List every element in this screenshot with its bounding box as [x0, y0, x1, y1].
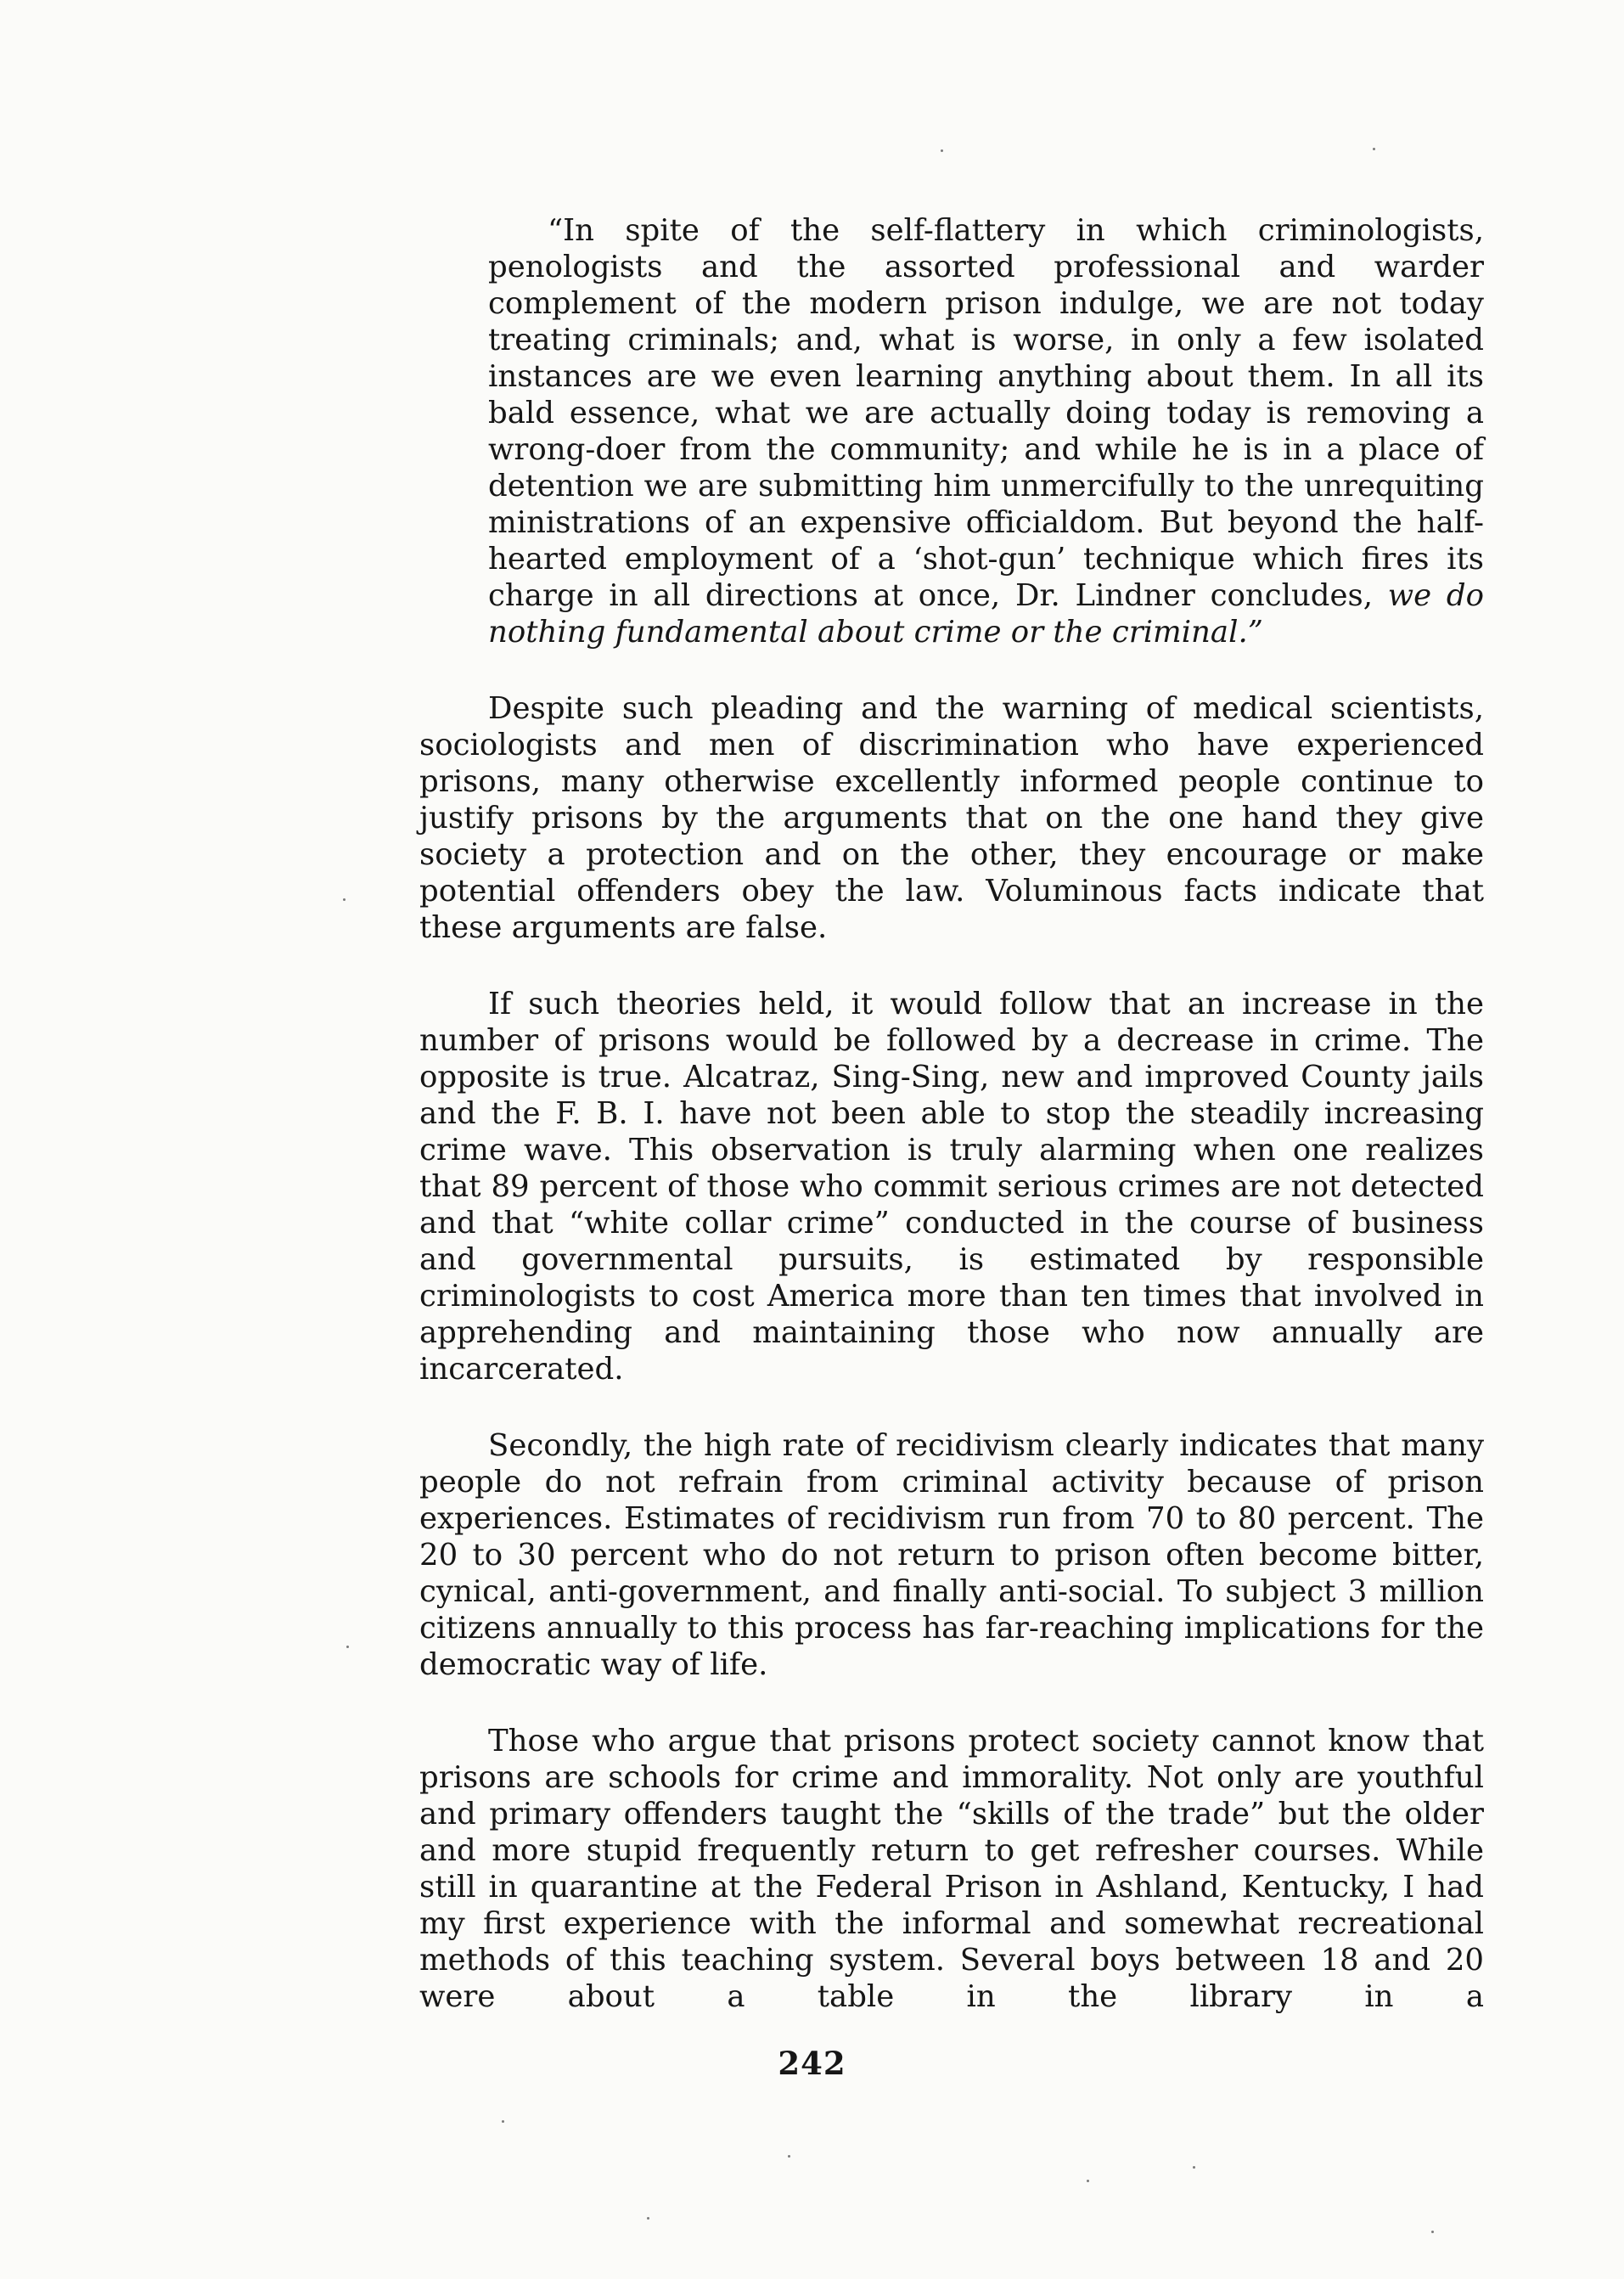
scan-speck — [1373, 148, 1375, 150]
scan-speck — [502, 2120, 504, 2123]
scan-speck — [1193, 2166, 1195, 2169]
scan-speck — [1431, 2231, 1434, 2233]
paragraph-1: Despite such pleading and the warning of medical scientists, sociologists and men of discrimination who have experienced prisons, many otherwise excellently informed people continue to justify prisons by the arguments that on the one hand they give society a protection and on the other, they encourage or make potential offenders obey the law. Voluminous facts indicate that these arguments are false. — [419, 691, 1484, 945]
quote-text: “In spite of the self-flattery in which criminologists, penologists and the assorted professional and warder complement of the modern prison indulge, we are not today treating criminals; and, what is worse, in only a few isolated instances are we even learning anything about them. In all its bald essence, what we are actually doing today is removing a wrong-doer from the community; and while he is in a place of detention we are submitting him unmercifully to the unrequiting ministrations of an expensive officialdom. But beyond the half-hearted employment of a ‘shot-gun’ technique which fires its charge in all directions at once, Dr. Lindner concludes, — [488, 213, 1484, 613]
scan-speck — [343, 898, 346, 901]
paragraph-4: Those who argue that prisons protect society cannot know that prisons are schools for crime and immorality. Not only are youthful and primary offenders taught the “skills of the trade” but the older and more stupid frequently return to get refresher courses. While still in quarantine at the Federal Prison in Ashland, Kentucky, I had my first experience with the informal and somewhat recreational methods of this teaching system. Several boys between 18 and 20 were about a table in the library in a — [419, 1724, 1484, 2014]
scan-speck — [941, 149, 943, 152]
scan-speck — [1087, 2180, 1089, 2182]
block-quote — [488, 212, 1484, 650]
body-text — [419, 212, 1484, 2055]
page-number: 242 — [778, 2045, 846, 2082]
scan-speck — [346, 1646, 349, 1648]
scan-speck — [788, 2155, 790, 2158]
scan-speck — [647, 2217, 649, 2220]
quote-emphasis: we do nothing fundamental about crime or the criminal.” — [488, 578, 1485, 650]
paragraph-2: If such theories held, it would follow that an increase in the number of prisons would be followed by a decrease in crime. The opposite is true. Alcatraz, Sing-Sing, new and improved County jails and the F. B. I. have not been able to stop the steadily increasing crime wave. This observation is truly alarming when one realizes that 89 percent of those who commit serious crimes are not detected and that “white collar crime” conducted in the course of business and governmental pursuits, is estimated by responsible criminologists to cost America more than ten times that involved in apprehending and maintaining those who now annually are incarcerated. — [419, 987, 1484, 1387]
paragraph-3: Secondly, the high rate of recidivism clearly indicates that many people do not refrain from criminal activity because of prison experiences. Estimates of recidivism run from 70 to 80 percent. The 20 to 30 percent who do not return to prison often become bitter, cynical, anti-government, and finally anti-social. To subject 3 million citizens annually to this process has far-reaching implications for the democratic way of life. — [419, 1428, 1484, 1682]
